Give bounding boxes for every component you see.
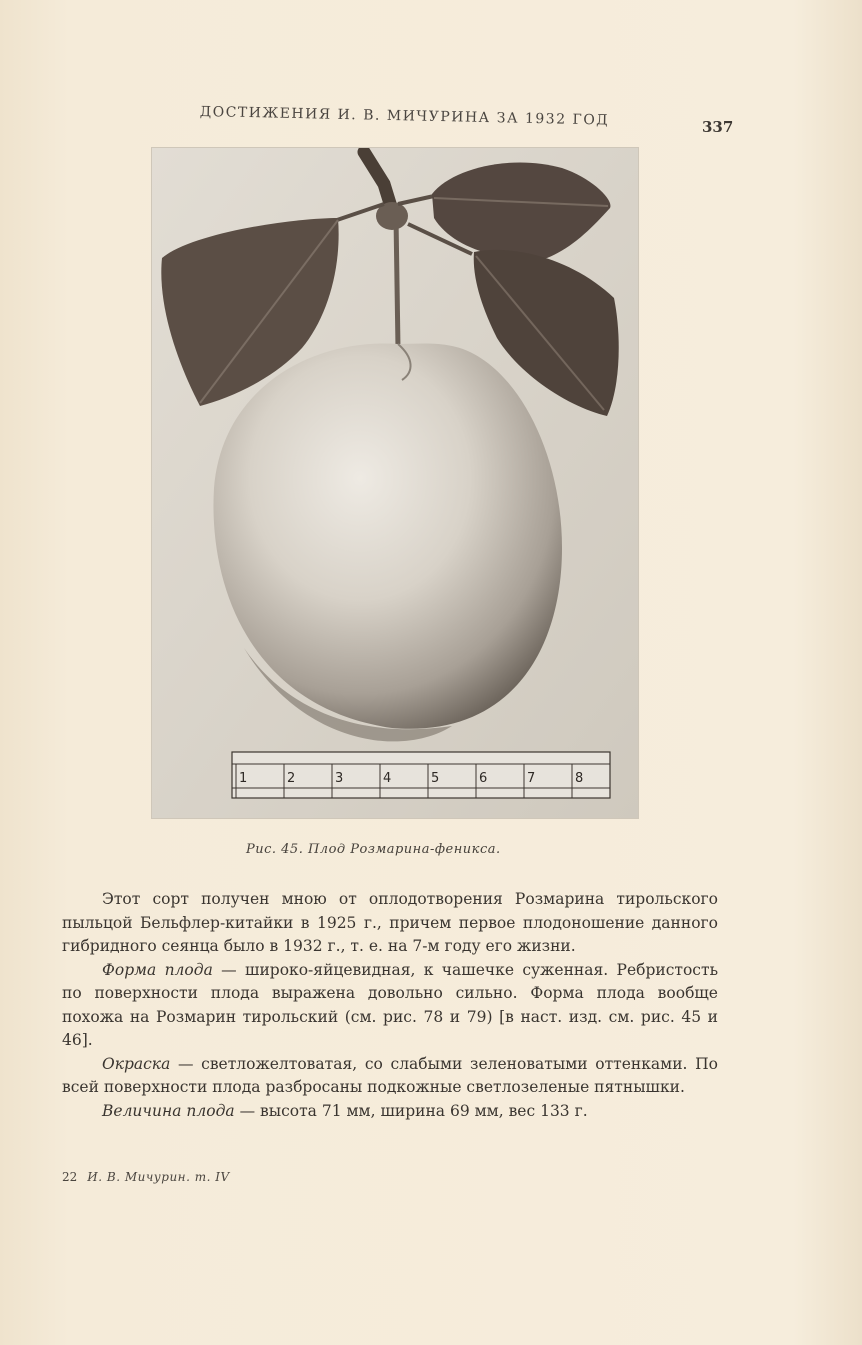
ruler-label: 5 <box>431 771 440 786</box>
ruler-label: 8 <box>575 771 584 786</box>
fruit-photograph <box>152 148 638 818</box>
page-number: 337 <box>702 118 734 136</box>
apple-stem <box>396 218 398 348</box>
signature-title: И. В. Мичурин. т. IV <box>87 1170 230 1184</box>
article-body <box>62 888 718 1123</box>
term-fruit-size: Величина плода <box>102 1101 235 1120</box>
paragraph-fruit-shape: Форма плода — широко-яйцевидная, к чашечке суженная. Ребристость по поверхности плода выражена довольно сильно. Форма плода вообще похожа на Розмарин тирольский (см. рис. 78 и 79) [в наст. изд. см. рис. 45 и 46]. <box>62 960 719 1049</box>
running-title: ДОСТИЖЕНИЯ И. В. МИЧУРИНА ЗА 1932 ГОД <box>199 104 610 129</box>
ruler-label: 2 <box>287 771 296 786</box>
figure-caption: Рис. 45. Плод Розмарина-феникса. <box>246 842 501 857</box>
paragraph-origin: Этот сорт получен мною от оплодотворения Розмарина тирольского пыльцой Бельфлер-китайки в 1925 г., причем первое плодоношение данного гибридного сеянца было в 1932 г., т. е. на 7-м году его жизни. <box>62 890 718 955</box>
paragraph-coloring: Окраска — светложелтоватая, со слабыми зеленоватыми оттенками. По всей поверхности плода разбросаны подкожные светлозеленые пятнышки. <box>62 1054 718 1096</box>
paragraph-fruit-size: Величина плода — высота 71 мм, ширина 69 мм, вес 133 г. <box>102 1101 588 1120</box>
ruler-label: 3 <box>335 771 344 786</box>
ruler-label: 1 <box>239 771 248 786</box>
apple-illustration <box>152 148 638 818</box>
term-coloring: Окраска <box>102 1054 171 1073</box>
signature-number: 22 <box>62 1170 78 1184</box>
ruler-label: 6 <box>479 771 488 786</box>
term-fruit-shape: Форма плода <box>102 960 213 979</box>
ruler-label: 4 <box>383 771 392 786</box>
printer-signature <box>62 1170 230 1184</box>
ruler-label: 7 <box>527 771 536 786</box>
